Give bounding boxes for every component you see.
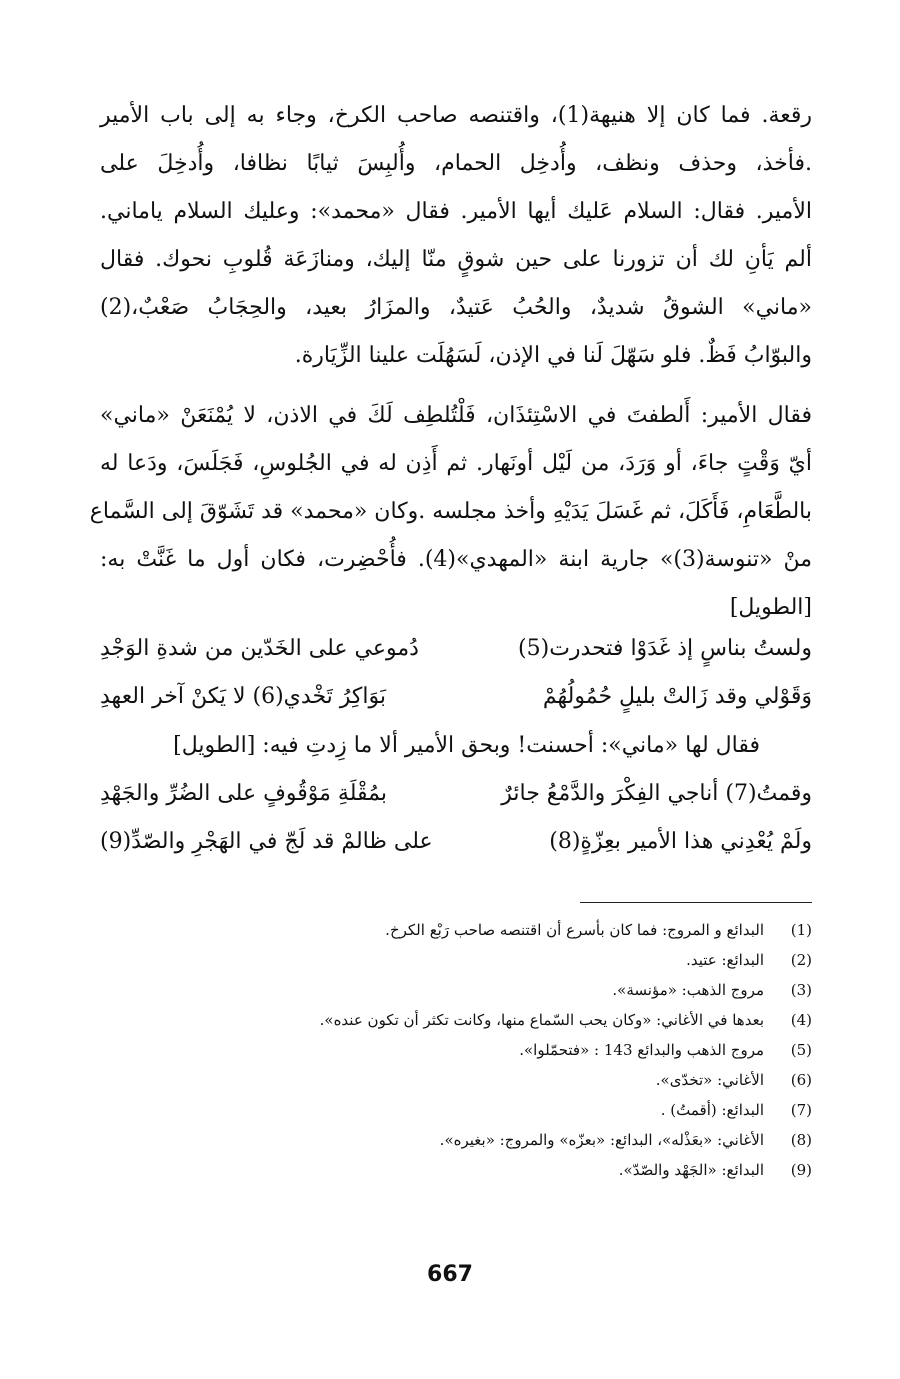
verse-row (100, 673, 812, 721)
footnotes (200, 915, 812, 1185)
footnote-number: (5) (790, 1041, 812, 1059)
footnote (200, 915, 812, 945)
text-line: «ماني» الشوقُ شديدٌ، والحُبُ عَتيدٌ، والمزَارُ بعيد، والحِجَابُ صَعْبٌ،(2) (100, 295, 812, 320)
text-line: فقال لها «ماني»: أحسنت! وبحق الأمير ألا ما زِدتِ فيه: [الطويل] (173, 733, 760, 758)
text-line: منْ «تنوسة(3)» جارية ابنة «المهدي»(4). فأُحْضِرت، فكان أول ما غَنَّتْ به: (100, 547, 812, 572)
verse-first-hemistich: وَقَوْلي وقد زَالتْ بليلٍ حُمُولُهُمْ (542, 684, 812, 709)
footnote-text: مروج الذهب والبدائع 143 : «فتحمّلوا». (519, 1041, 764, 1059)
footnote-number: (4) (790, 1011, 812, 1029)
footnote-number: (7) (790, 1101, 812, 1119)
verse-row (100, 770, 812, 818)
footnote (200, 945, 812, 975)
footnote-text: البدائع: عتيد. (686, 951, 764, 969)
verse-row (100, 818, 812, 866)
verse-second-hemistich: على ظالمْ قد لَجّ في الهَجْرِ والصّدِّ(9) (100, 829, 433, 854)
footnote-text: البدائع و المروج: فما كان بأسرع أن اقتنصه صاحب رَبْع الكرخ. (385, 921, 764, 939)
footnote-number: (3) (790, 981, 812, 999)
paragraph-1 (100, 92, 812, 380)
footnote-number: (9) (790, 1161, 812, 1179)
footnote (200, 1065, 812, 1095)
footnote-separator (580, 902, 812, 903)
text-line: ألم يَأنِ لك أن تزورنا على حين شوقٍ منّا إليك، ومنازَعَة قُلوبِ نحوك. فقال (100, 247, 812, 272)
poem-2 (100, 770, 812, 866)
bridge-paragraph (100, 722, 812, 770)
verse-second-hemistich: دُموعي على الخَدّين من شدةِ الوَجْدِ (100, 636, 419, 661)
verse-first-hemistich: ولستُ بناسٍ إذ غَدَوْا فتحدرت(5) (518, 636, 812, 661)
footnote-number: (2) (790, 951, 812, 969)
meter-label: [الطويل] (729, 595, 812, 620)
footnote (200, 1005, 812, 1035)
text-line: الأمير. فقال: السلام عَليك أيها الأمير. فقال «محمد»: وعليك السلام ياماني. (100, 199, 812, 224)
footnote-number: (1) (790, 921, 812, 939)
footnote-number: (6) (790, 1071, 812, 1089)
text-line: رقعة. فما كان إلا هنيهة(1)، واقتنصه صاحب الكرخ، وجاء به إلى باب الأمير (100, 103, 813, 128)
footnote (200, 1095, 812, 1125)
footnote-text: الأغاني: «تخدّى». (655, 1071, 764, 1089)
text-line: فقال الأمير: أَلطفتَ في الاسْتِئذَان، فَلْتُلطِف لَكَ في الاذن، لا يُمْنَعَنْ «ماني» (100, 403, 812, 428)
footnote-number: (8) (790, 1131, 812, 1149)
footnote-text: الأغاني: «بعَذْله»، البدائع: «بعزّه» والمروج: «بغيره». (439, 1131, 764, 1149)
text-line: بالطَّعَامِ، فَأَكَلَ، ثم غَسَلَ يَدَيْهِ وأخذ مجلسه .وكان «محمد» قد تَشَوّقَ إلى السَّماع (89, 499, 812, 524)
footnote-text: البدائع: (أقمتُ) . (660, 1101, 764, 1119)
footnote-text: البدائع: «الجَهْد والصّدّ». (618, 1161, 764, 1179)
page-number: 667 (427, 1262, 473, 1287)
footnote (200, 1125, 812, 1155)
footnote (200, 1035, 812, 1065)
verse-row (100, 625, 812, 673)
text-line: أيّ وَقْتٍ جاءَ، أو وَرَدَ، من لَيْل أونَهار. ثم أَذِن له في الجُلوسِ، فَجَلَسَ، ودَعا له (100, 451, 812, 476)
verse-first-hemistich: ولَمْ يُعْدِني هذا الأمير بعِزّةٍ(8) (549, 829, 812, 854)
poem-1 (100, 625, 812, 721)
footnote-text: مروج الذهب: «مؤنسة». (612, 981, 764, 999)
paragraph-2 (89, 392, 812, 632)
footnote (200, 975, 812, 1005)
verse-second-hemistich: بمُقْلَةِ مَوْقُوفٍ على الضُرِّ والجَهْدِ (100, 781, 387, 806)
footnote (200, 1155, 812, 1185)
verse-second-hemistich: بَوَاكِرُ تَخْدي(6) لا يَكنْ آخر العهدِ (100, 684, 386, 709)
footnote-text: بعدها في الأغاني: «وكان يحب السّماع منها، وكانت تكثر أن تكون عنده». (319, 1011, 764, 1029)
verse-first-hemistich: وقمتُ(7) أناجي الفِكْرَ والدَّمْعُ جائرٌ (501, 781, 812, 806)
text-line: والبوّابُ فَظٌ. فلو سَهّلَ لَنا في الإذن، لَسَهُلَت علينا الزِّيَارة. (294, 343, 812, 368)
text-line: .فأخذ، وحذف ونظف، وأُدخِل الحمام، وأُلبِسَ ثيابًا نظافا، وأُدخِلَ على (100, 151, 812, 176)
